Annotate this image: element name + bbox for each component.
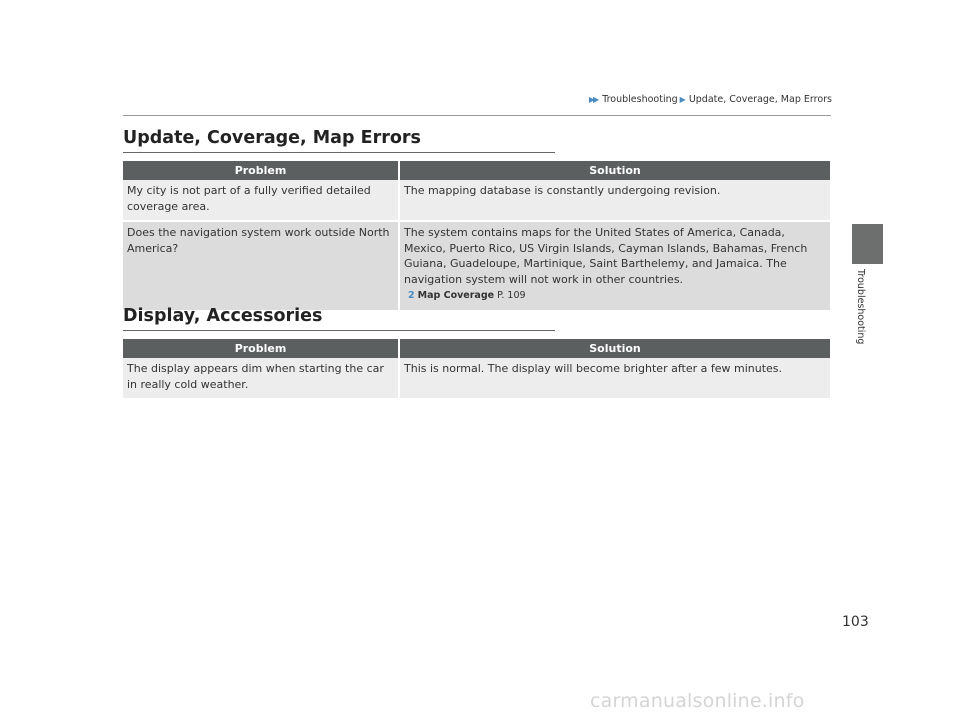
header-divider <box>123 115 831 116</box>
column-header-solution: Solution <box>399 339 830 358</box>
solution-cell: The mapping database is constantly undergoing revision. <box>399 180 830 221</box>
section-divider <box>123 152 555 153</box>
section-title-display-accessories: Display, Accessories <box>123 306 323 326</box>
page-number: 103 <box>842 614 869 630</box>
chapter-tab[interactable] <box>852 224 883 264</box>
troubleshooting-table-display <box>123 339 830 400</box>
reference-arrow-icon: 2 <box>408 290 415 301</box>
reference-page: P. 109 <box>497 290 526 301</box>
column-header-problem: Problem <box>123 339 399 358</box>
table-header-row <box>123 161 830 180</box>
watermark: carmanualsonline.info <box>590 690 805 712</box>
double-arrow-icon: ▶▶ <box>588 95 598 104</box>
section-divider <box>123 330 555 331</box>
problem-cell: My city is not part of a fully verified detailed coverage area. <box>123 180 399 221</box>
breadcrumb-item-current: Update, Coverage, Map Errors <box>688 94 832 105</box>
section-title-update-coverage: Update, Coverage, Map Errors <box>123 128 421 148</box>
table-row <box>123 358 830 399</box>
troubleshooting-table-update <box>123 161 830 312</box>
problem-cell: The display appears dim when starting the car in really cold weather. <box>123 358 399 399</box>
cross-reference-link[interactable] <box>404 288 826 304</box>
solution-text: The system contains maps for the United States of America, Canada, Mexico, Puerto Rico, US Virgin Islands, Cayman Islands, Bahamas, French Guiana, Guadeloupe, Martinique, Saint Barthelemy, and Jamaica. The navigation system will not work in other countries. <box>404 226 808 286</box>
chapter-tab-label: Troubleshooting <box>855 269 866 345</box>
breadcrumb <box>589 94 832 105</box>
column-header-solution: Solution <box>399 161 830 180</box>
table-row <box>123 180 830 221</box>
table-header-row <box>123 339 830 358</box>
column-header-problem: Problem <box>123 161 399 180</box>
table-row <box>123 221 830 311</box>
arrow-icon: ▶ <box>679 95 684 104</box>
breadcrumb-item-troubleshooting[interactable]: Troubleshooting <box>602 94 678 105</box>
problem-cell: Does the navigation system work outside North America? <box>123 221 399 311</box>
solution-cell: This is normal. The display will become brighter after a few minutes. <box>399 358 830 399</box>
solution-cell <box>399 221 830 311</box>
reference-title: Map Coverage <box>417 290 495 301</box>
